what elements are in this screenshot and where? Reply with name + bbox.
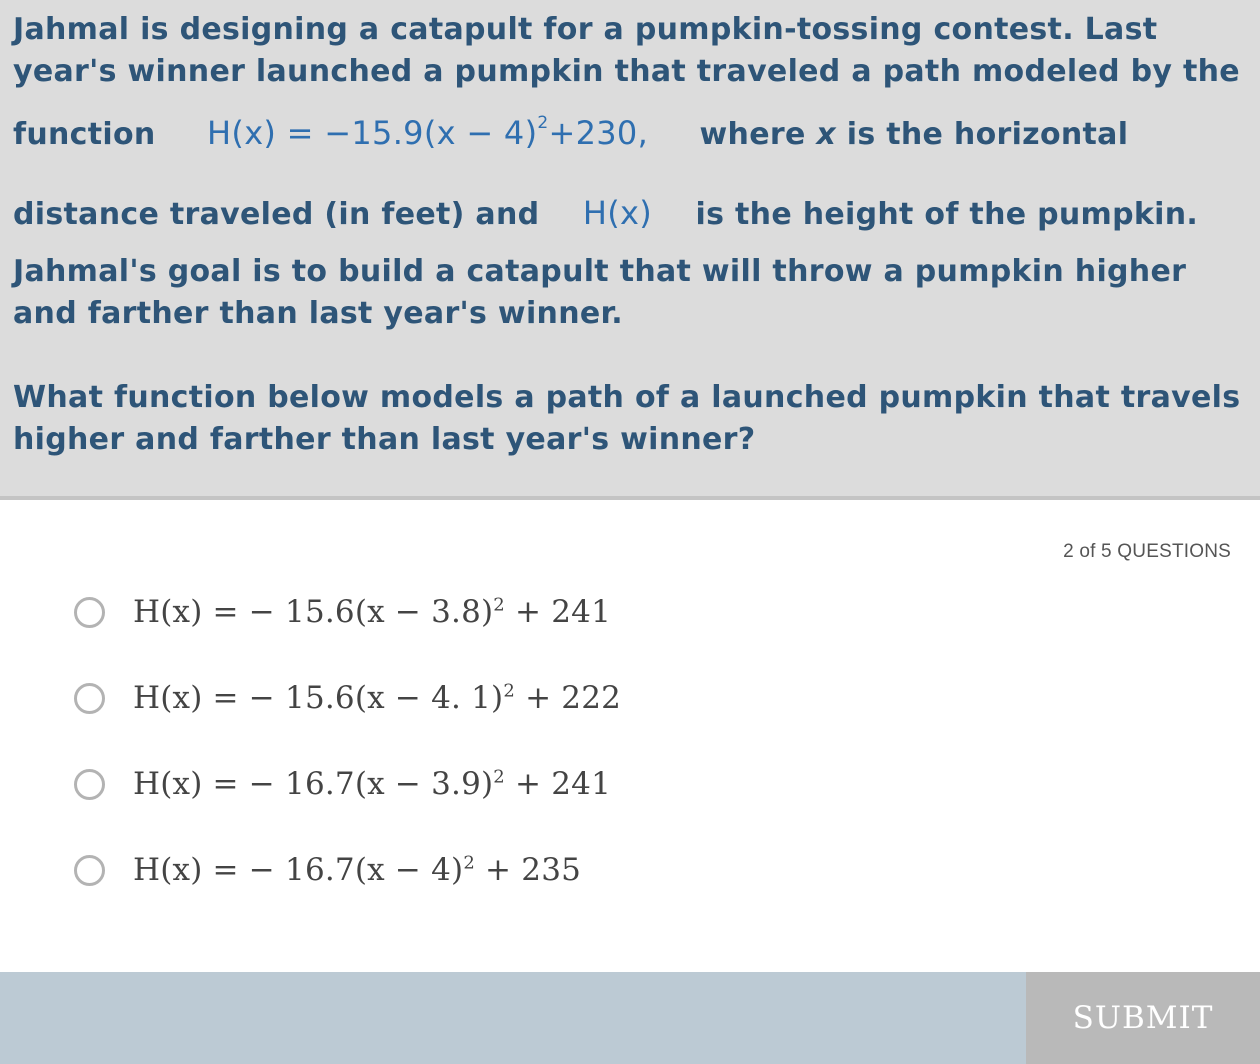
question-prompt-line-1: What function below models a path of a launched pumpkin that travels (13, 380, 1241, 415)
answer-option-a[interactable] (74, 590, 611, 634)
question-text-function-word: function (13, 117, 156, 152)
given-function-equation: $H(x) = -15.9(x - 4)^2+230$, (207, 113, 649, 152)
question-text-line-4: distance traveled (in feet) and H(x) is the height of the pumpkin. (13, 194, 1199, 232)
question-text-line-3: function $H(x) = -15.9(x - 4)^2+230$, where x is the horizontal (13, 113, 1129, 152)
footer-bar (0, 972, 1260, 1064)
answer-option-label: H(x) = − 15.6(x − 4. 1)$^2$ + 222 (133, 680, 622, 716)
answer-option-b[interactable] (74, 676, 621, 720)
question-progress: 2 of 5 QUESTIONS (1063, 541, 1231, 562)
answer-option-c[interactable] (74, 762, 611, 806)
radio-button-d[interactable] (74, 855, 105, 886)
radio-button-a[interactable] (74, 597, 105, 628)
question-text-line-1: Jahmal is designing a catapult for a pumpkin-tossing contest. Last (13, 12, 1158, 47)
variable-x: x (816, 117, 837, 152)
answer-option-d[interactable] (74, 848, 581, 892)
radio-button-b[interactable] (74, 683, 105, 714)
answer-option-label: H(x) = − $16.7(x - 4)^2 + 235$ (133, 852, 582, 888)
question-text-line-5: Jahmal's goal is to build a catapult that will throw a pumpkin higher (13, 254, 1187, 289)
question-prompt-line-2: higher and farther than last year's winner? (13, 422, 756, 457)
answer-option-label: H(x) = − $15.6(x - 3.8)^2 + 241$ (133, 594, 612, 630)
height-function-symbol: H(x) (582, 194, 653, 232)
question-text-line-6: and farther than last year's winner. (13, 296, 624, 331)
radio-button-c[interactable] (74, 769, 105, 800)
question-text-line-2: year's winner launched a pumpkin that traveled a path modeled by the (13, 54, 1240, 89)
answer-option-label: H(x) = − $16.7(x - 3.9)^2 + 241$ (133, 766, 612, 802)
submit-button[interactable]: SUBMIT (1026, 972, 1260, 1064)
question-panel (0, 0, 1260, 500)
